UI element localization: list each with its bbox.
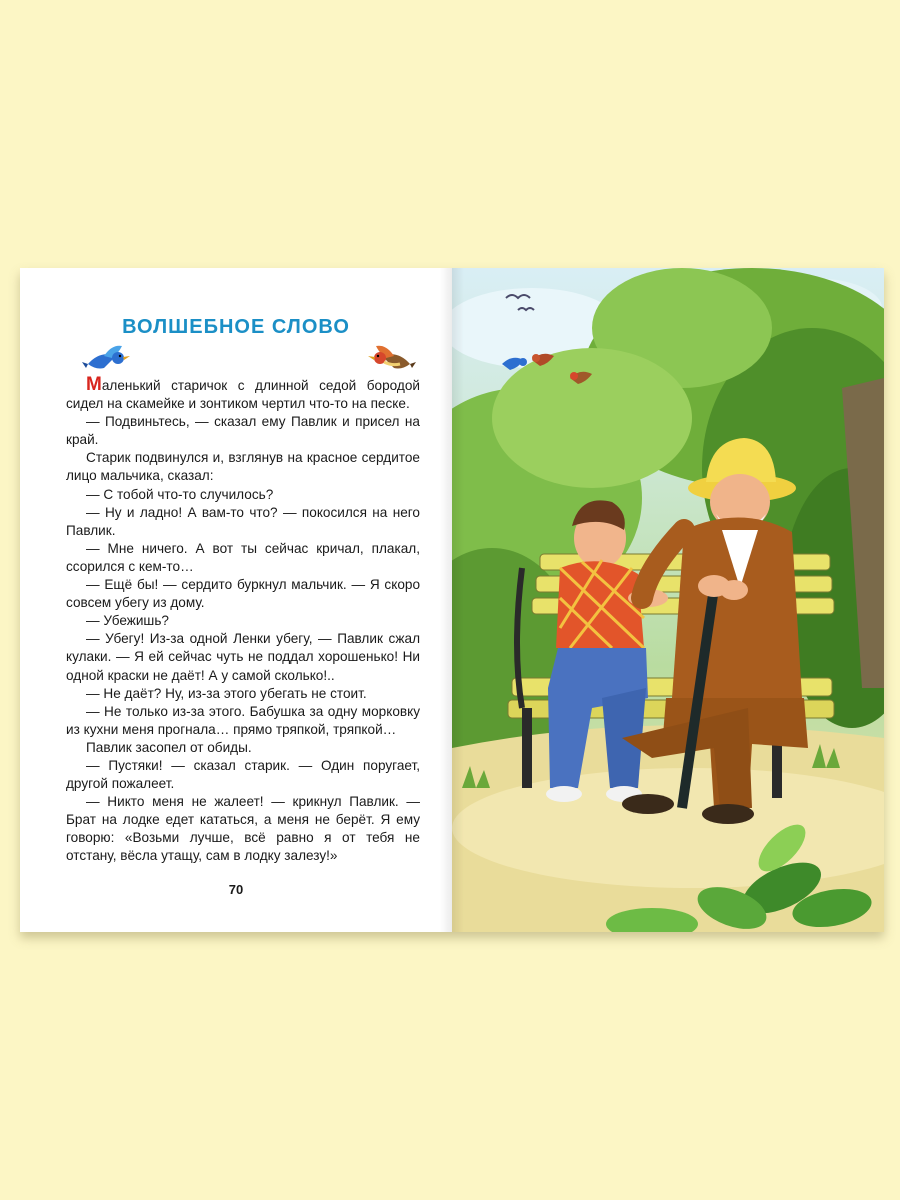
- paragraph: — Ну и ладно! А вам-то что? — покосился на него Павлик.: [66, 504, 420, 538]
- paragraph: — Не даёт? Ну, из-за этого убегать не стоит.: [86, 685, 367, 701]
- bluebird-icon: [82, 342, 138, 374]
- park-bench-illustration: [452, 268, 884, 932]
- paragraph: — Не только из-за этого. Бабушка за одну морковку из кухни меня прогнала… прямо тряпкой, тряпкой…: [66, 703, 420, 737]
- story-text: [66, 376, 420, 866]
- paragraph: — Убежишь?: [86, 613, 169, 629]
- page-number: 70: [228, 882, 244, 897]
- book-spread: [20, 268, 884, 932]
- paragraph: — Пустяки! — сказал старик. — Один поругает, другой пожалеет.: [66, 757, 420, 792]
- paragraph: — Ещё бы! — сердито буркнул мальчик. — Я скоро совсем убегу из дому.: [66, 577, 420, 611]
- drop-cap: М: [86, 374, 102, 395]
- right-page-illustration: [452, 268, 884, 932]
- paragraph: [66, 376, 420, 413]
- paragraph: — Убегу! Из-за одной Ленки убегу, — Павлик сжал кулаки. — Я ей сейчас чуть не поддал хорошенько! Ни одной краски не даёт! А у самой сколько!..: [66, 631, 420, 683]
- paragraph: Старик подвинулся и, взглянув на красное сердитое лицо мальчика, сказал:: [66, 450, 420, 484]
- story-title: ВОЛШЕБНОЕ СЛОВО: [122, 316, 350, 338]
- paragraph: Павлик засопел от обиды.: [86, 739, 252, 755]
- paragraph: — С тобой что-то случилось?: [86, 486, 274, 502]
- sparrow-icon: [358, 342, 416, 374]
- left-page: [20, 268, 452, 932]
- paragraph: — Подвиньтесь, — сказал ему Павлик и присел на край.: [66, 414, 420, 448]
- paragraph: — Никто меня не жалеет! — крикнул Павлик. — Брат на лодке едет кататься, а меня не берёт. Я ему говорю: «Возьми лучше, всё равно я от тебя не отстану, вёсла утащу, сам в лодку залезу!»: [66, 794, 420, 864]
- paragraph: — Мне ничего. А вот ты сейчас кричал, плакал, ссорился с кем-то…: [66, 540, 420, 574]
- paragraph-text: аленький старичок с длинной седой бородой сидел на скамейке и зонтиком чертил что-то на песке.: [66, 378, 420, 412]
